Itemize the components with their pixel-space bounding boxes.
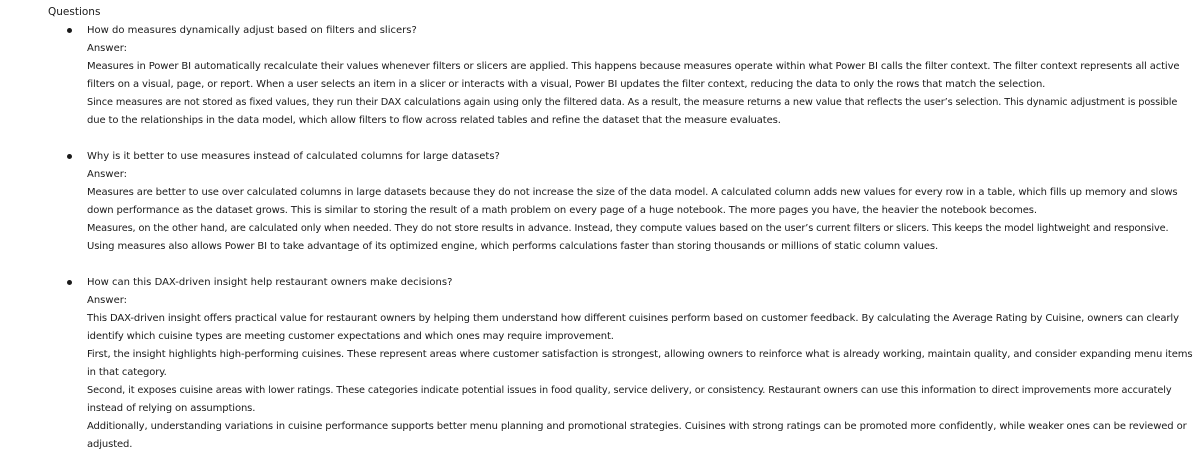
- answer-line: Measures in Power BI automatically recalculate their values whenever filters or slicers are applied. This happens because measures operate within what Power BI calls the filter context. The filter context represents all active: [87, 61, 1180, 72]
- question-text: How do measures dynamically adjust based on filters and slicers?: [87, 25, 417, 36]
- answer-line: due to the relationships in the data model, which allow filters to flow across related tables and refine the dataset that the measure evaluates.: [87, 115, 781, 126]
- section-heading: Questions: [48, 6, 101, 18]
- answer-line: identify which cuisine types are meeting customer expectations and which ones may require improvement.: [87, 331, 614, 342]
- answer-line: This DAX-driven insight offers practical value for restaurant owners by helping them understand how different cuisines perform based on customer feedback. By calculating the Average Rating by Cuisine, owners can clearly: [87, 313, 1179, 324]
- answer-label: Answer:: [87, 43, 128, 54]
- answer-line: instead of relying on assumptions.: [87, 403, 256, 414]
- bullet-icon: [67, 280, 72, 285]
- question-text: How can this DAX-driven insight help restaurant owners make decisions?: [87, 277, 453, 288]
- answer-label: Answer:: [87, 295, 128, 306]
- answer-line: Since measures are not stored as fixed values, they run their DAX calculations again using only the filtered data. As a result, the measure returns a new value that reflects the user’s selection. This dynamic adjustment is possible: [87, 97, 1178, 108]
- question-text: Why is it better to use measures instead of calculated columns for large datasets?: [87, 151, 500, 162]
- answer-line: adjusted.: [87, 439, 133, 450]
- bullet-icon: [67, 154, 72, 159]
- answer-label: Answer:: [87, 169, 128, 180]
- answer-line: First, the insight highlights high-performing cuisines. These represent areas where customer satisfaction is strongest, allowing owners to reinforce what is already working, maintain quality, and consider expanding menu items: [87, 349, 1193, 360]
- answer-line: Measures are better to use over calculated columns in large datasets because they do not increase the size of the data model. A calculated column adds new values for every row in a table, which fills up memory and slows: [87, 187, 1178, 198]
- answer-line: in that category.: [87, 367, 167, 378]
- answer-line: Second, it exposes cuisine areas with lower ratings. These categories indicate potential issues in food quality, service delivery, or consistency. Restaurant owners can use this information to direct improvements more accurately: [87, 385, 1172, 396]
- answer-line: Measures, on the other hand, are calculated only when needed. They do not store results in advance. Instead, they compute values based on the user’s current filters or slicers. This keeps the model lightweight and responsive.: [87, 223, 1169, 234]
- answer-line: down performance as the dataset grows. This is similar to storing the result of a math problem on every page of a huge notebook. The more pages you have, the heavier the notebook becomes.: [87, 205, 1037, 216]
- answer-line: filters on a visual, page, or report. When a user selects an item in a slicer or interacts with a visual, Power BI updates the filter context, reducing the data to only the rows that match the selection.: [87, 79, 1046, 90]
- answer-line: Additionally, understanding variations in cuisine performance supports better menu planning and promotional strategies. Cuisines with strong ratings can be promoted more confidently, while weaker ones can be reviewed or: [87, 421, 1187, 432]
- bullet-icon: [67, 28, 72, 33]
- answer-line: Using measures also allows Power BI to take advantage of its optimized engine, which performs calculations faster than storing thousands or millions of static column values.: [87, 241, 939, 252]
